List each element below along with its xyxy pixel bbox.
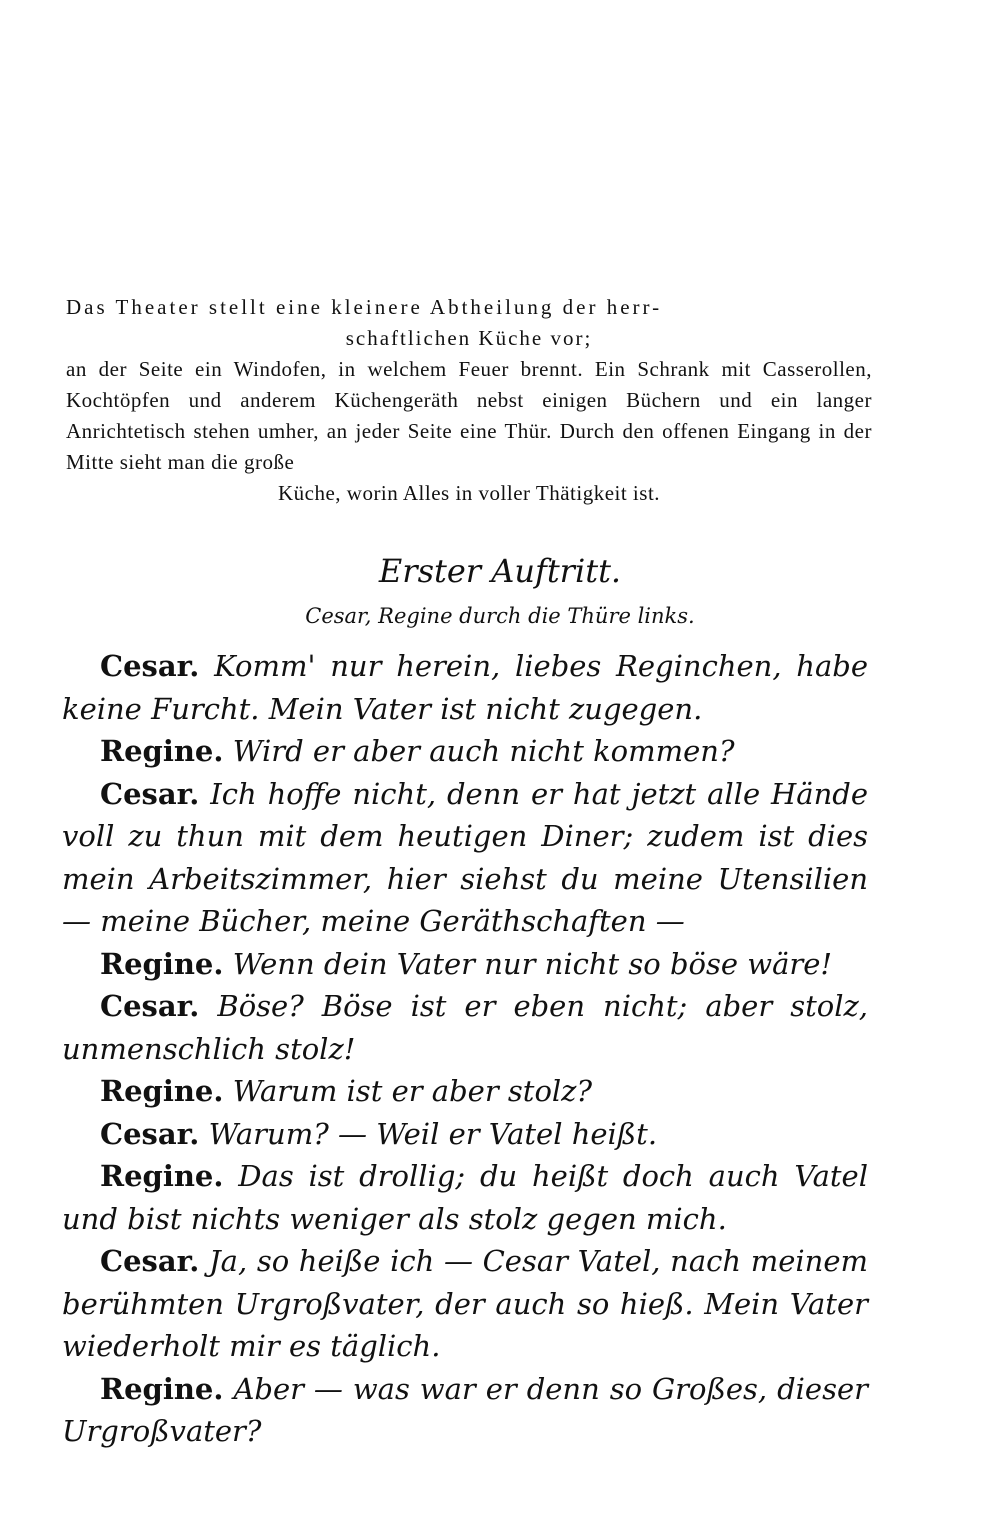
speaker-name: Cesar. [100, 649, 200, 683]
speech-text: Wird er aber auch nicht kommen? [232, 734, 735, 768]
dialogue-line [62, 773, 868, 943]
speaker-name: Regine. [100, 1074, 224, 1108]
dialogue-line [62, 1070, 868, 1113]
speech-text: Aber — was war er denn so Großes, dieser Urgroßvater? [62, 1371, 868, 1448]
speaker-name: Cesar. [100, 776, 200, 811]
speech-text: Warum ist er aber stolz? [232, 1074, 593, 1108]
dialogue-line [62, 1240, 868, 1368]
speech-text: Böse? Böse ist er eben nicht; aber stolz, unmenschlich stolz! [62, 989, 868, 1066]
dialogue [62, 645, 868, 1453]
speaker-name: Cesar. [100, 1244, 200, 1278]
stage-direction-body: an der Seite ein Windofen, in welchem Feuer brennt. Ein Schrank mit Casserollen, Kochtöpfen und anderem Küchengeräth nebst einigen Büchern und ein langer Anrichtetisch stehen umher, an jeder Seite eine Thür. Durch den offenen Eingang in der Mitte sieht man die große [66, 357, 872, 474]
speech-text: Warum? — Weil er Vatel heißt. [208, 1116, 658, 1151]
scene-title: Erster Auftritt. [378, 552, 622, 590]
dialogue-line [62, 985, 868, 1070]
speech-text: Komm' nur herein, liebes Reginchen, habe keine Furcht. Mein Vater ist nicht zugegen. [62, 649, 868, 726]
stage-direction [66, 292, 872, 509]
stage-direction-last-line: Küche, worin Alles in voller Thätigkeit ist. [277, 481, 661, 505]
scene-persons: Cesar, Regine durch die Thüre links. [305, 604, 695, 628]
dialogue-line [62, 1155, 868, 1240]
speaker-name: Regine. [100, 946, 224, 981]
dialogue-line [62, 1113, 868, 1156]
speech-text: Das ist drollig; du heißt doch auch Vatel und bist nichts weniger als stolz gegen mich. [62, 1159, 868, 1236]
speaker-name: Regine. [100, 734, 224, 768]
speech-text: Ich hoffe nicht, denn er hat jetzt alle Hände voll zu thun mit dem heutigen Diner; zudem ist dies mein Arbeitszimmer, hier siehst du meine Utensilien — meine Bücher, meine Geräthschaften — [62, 776, 868, 938]
dialogue-line [62, 645, 868, 730]
speaker-name: Regine. [100, 1159, 224, 1193]
stage-direction-line-1: Das Theater stellt eine kleinere Abtheilung der herr- [66, 295, 663, 319]
dialogue-line [62, 730, 868, 773]
speech-text: Ja, so heiße ich — Cesar Vatel, nach meinem berühmten Urgroßvater, der auch so hieß. Mein Vater wiederholt mir es täglich. [62, 1244, 868, 1363]
dialogue-line [62, 943, 868, 986]
speaker-name: Regine. [100, 1371, 224, 1406]
dialogue-line [62, 1368, 868, 1453]
stage-direction-line-2: schaftlichen Küche vor; [345, 326, 593, 350]
speaker-name: Cesar. [100, 989, 200, 1023]
speaker-name: Cesar. [100, 1116, 200, 1151]
speech-text: Wenn dein Vater nur nicht so böse wäre! [232, 946, 833, 981]
